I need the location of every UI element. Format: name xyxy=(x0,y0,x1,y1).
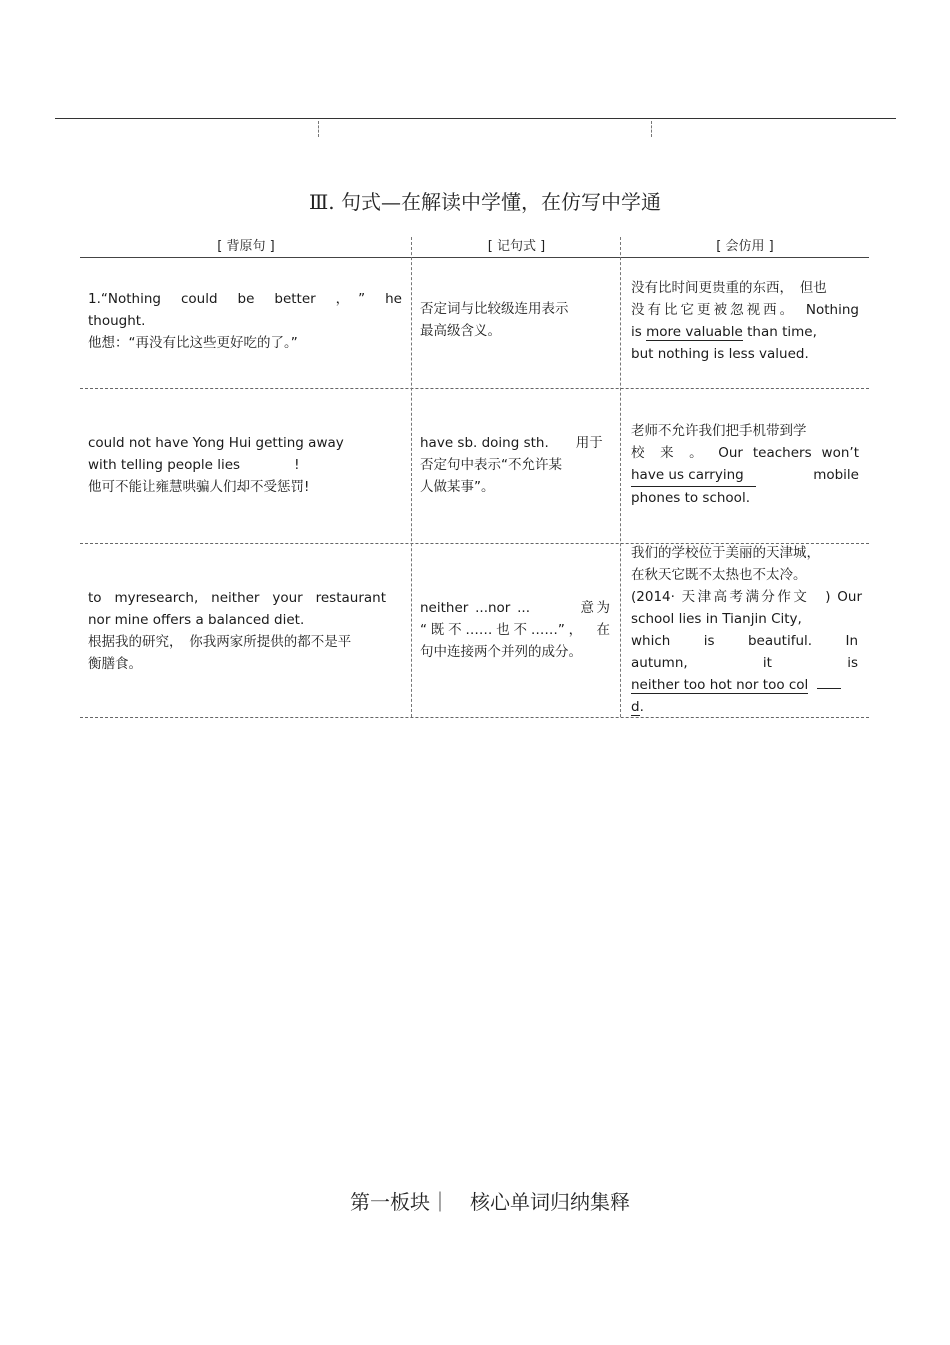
pattern-line: 否定句中表示“不允许某 xyxy=(420,457,562,473)
pattern-line: have sb. doing sth. 用于 xyxy=(420,435,603,451)
header-pattern: [ 记句式 ] xyxy=(487,239,546,254)
pattern-note xyxy=(420,432,612,498)
column-divider-1 xyxy=(411,237,412,717)
original-sentence xyxy=(88,288,402,354)
answer-blank: have us carrying xyxy=(631,464,756,487)
answer-blank: neither too hot nor too col xyxy=(631,677,809,693)
section-title: Ⅲ. 句式—在解读中学懂，在仿写中学通 xyxy=(308,190,661,214)
practice-en-line xyxy=(631,674,862,696)
answer-blank-extension xyxy=(817,674,841,689)
practice-en-line: phones to school. xyxy=(631,490,750,506)
header-original: [ 背原句 ] xyxy=(217,239,275,254)
answer-blank: more valuable xyxy=(646,324,743,340)
header-practice: [ 会仿用 ] xyxy=(716,239,774,254)
practice-sentence xyxy=(631,542,862,718)
footer-title: 第一板块｜ 核心单词归纳集释 xyxy=(350,1190,630,1214)
original-en-line: nor mine offers a balanced diet. xyxy=(88,612,305,628)
original-en-line: could not have Yong Hui getting away xyxy=(88,435,344,451)
practice-sentence xyxy=(631,420,859,509)
practice-text: than time, xyxy=(742,324,817,340)
pattern-note xyxy=(420,298,612,342)
original-cn-line: 根据我的研究， 你我两家所提供的都不是平 xyxy=(88,634,352,650)
top-rule xyxy=(55,118,896,119)
original-cn-line: 他想：“再没有比这些更好吃的了。” xyxy=(88,335,298,351)
practice-en-line xyxy=(631,321,859,343)
practice-cn-line: 老师不允许我们把手机带到学 xyxy=(631,423,807,439)
original-en-line: 1.“Nothing could be better ，” he xyxy=(88,291,402,307)
practice-cn-line: 没有比它更被忽视西。 Nothing xyxy=(631,302,859,318)
practice-en-line: autumn, it is xyxy=(631,655,858,671)
practice-en-line: but nothing is less valued. xyxy=(631,346,809,362)
practice-en-line: 校 来 。 Our teachers won’t xyxy=(631,445,859,461)
original-sentence xyxy=(88,587,386,675)
pattern-line: 否定词与比较级连用表示 xyxy=(420,301,569,317)
original-cn-line: 衡膳食。 xyxy=(88,656,142,672)
original-en-line: to myresearch, neither your restaurant xyxy=(88,590,386,606)
practice-en-line: which is beautiful. In xyxy=(631,633,858,649)
practice-sentence xyxy=(631,277,859,365)
column-divider-2 xyxy=(620,237,621,717)
practice-text: . xyxy=(639,699,644,715)
practice-text: mobile xyxy=(813,467,859,483)
pattern-line: 人做某事”。 xyxy=(420,479,495,495)
table-header-rule xyxy=(80,257,869,258)
column-tick-left xyxy=(318,121,319,137)
practice-en-line: (2014· 天津高考满分作文 ) Our xyxy=(631,589,862,605)
pattern-line: “既不……也不……”， 在 xyxy=(420,622,610,638)
practice-cn-line: 没有比时间更贵重的东西， 但也 xyxy=(631,280,827,296)
original-en-line: thought. xyxy=(88,313,146,329)
practice-en-line: school lies in Tianjin City, xyxy=(631,611,802,627)
pattern-note xyxy=(420,597,610,663)
practice-cn-line: 我们的学校位于美丽的天津城， xyxy=(631,545,820,561)
pattern-line: neither ...nor ... 意为 xyxy=(420,600,610,616)
practice-text: is xyxy=(631,324,647,340)
column-tick-right xyxy=(651,121,652,137)
practice-en-line xyxy=(631,464,859,487)
original-sentence xyxy=(88,432,402,498)
pattern-line: 句中连接两个并列的成分。 xyxy=(420,644,582,660)
original-en-line: with telling people lies ! xyxy=(88,457,300,473)
answer-blank: d xyxy=(631,699,640,715)
table-row-divider-1 xyxy=(80,388,869,389)
original-cn-line: 他可不能让雍慧哄骗人们却不受惩罚! xyxy=(88,479,310,495)
practice-en-line xyxy=(631,696,862,718)
pattern-line: 最高级含义。 xyxy=(420,323,501,339)
practice-cn-line: 在秋天它既不太热也不太冷。 xyxy=(631,567,807,583)
